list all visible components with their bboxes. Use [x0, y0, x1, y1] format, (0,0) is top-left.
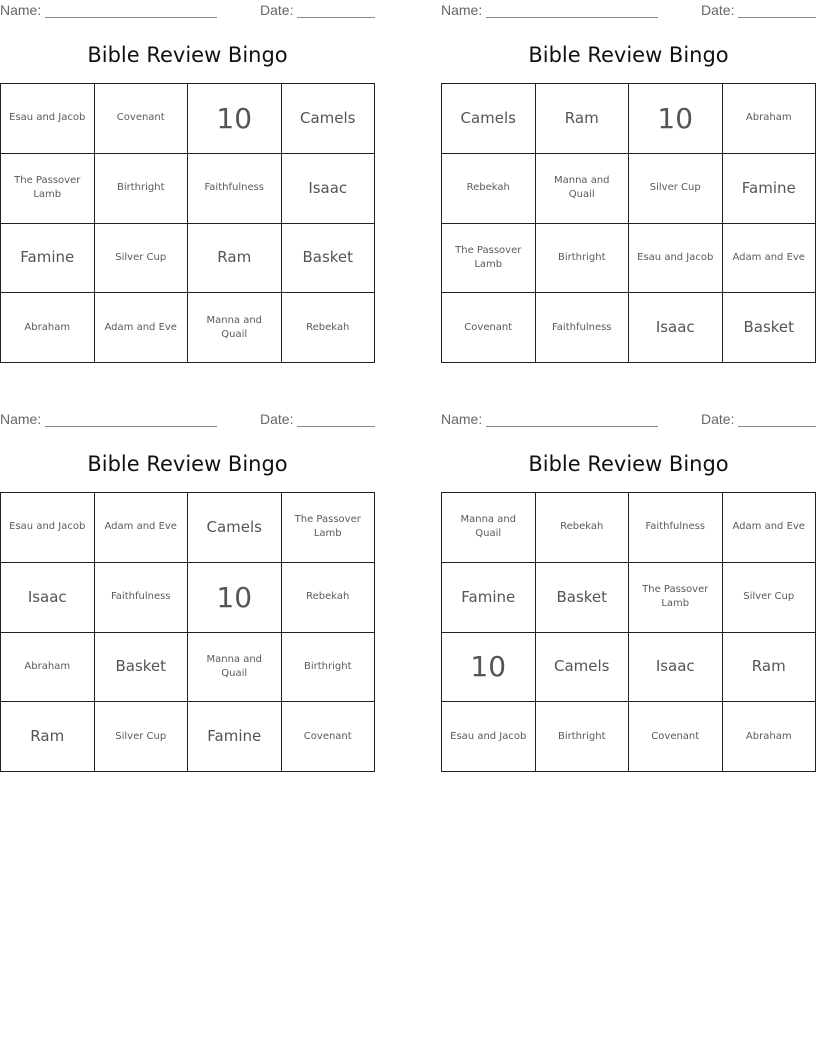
card-title: Bible Review Bingo — [528, 43, 729, 67]
bingo-cell — [723, 633, 816, 703]
bingo-cell-text: Manna and Quail — [206, 653, 263, 679]
date-blank-line[interactable] — [297, 17, 375, 18]
bingo-card — [0, 0, 375, 370]
bingo-cell — [442, 224, 536, 294]
bingo-cell — [442, 493, 536, 563]
bingo-cell — [282, 84, 376, 154]
bingo-cell-text: Basket — [302, 248, 354, 267]
bingo-cell-text: 10 — [470, 650, 507, 684]
bingo-grid — [441, 492, 816, 772]
bingo-cell-text: Birthright — [557, 730, 606, 742]
bingo-cell — [442, 84, 536, 154]
bingo-cell-text: Ram — [217, 248, 252, 267]
bingo-cell — [1, 84, 95, 154]
bingo-cell-text: Esau and Jacob — [450, 730, 527, 742]
bingo-cell — [95, 633, 189, 703]
bingo-cell-text: Birthright — [303, 660, 352, 672]
bingo-cell-text: Covenant — [464, 321, 513, 333]
date-label: Date: — [260, 2, 294, 18]
bingo-cell-text: Esau and Jacob — [9, 112, 86, 124]
bingo-cell — [188, 563, 282, 633]
name-blank-line[interactable] — [486, 426, 658, 427]
bingo-cell-text: Famine — [207, 727, 262, 746]
bingo-cell-text: Abraham — [24, 660, 71, 672]
bingo-cell — [188, 84, 282, 154]
bingo-cell-text: Manna and Quail — [206, 314, 263, 340]
bingo-cell — [95, 154, 189, 224]
bingo-cell-text: Covenant — [116, 112, 165, 124]
bingo-cell — [723, 293, 816, 363]
bingo-cell — [629, 563, 723, 633]
bingo-cell-text: Isaac — [308, 178, 348, 197]
bingo-cell-text: Esau and Jacob — [9, 521, 86, 533]
bingo-cell — [95, 493, 189, 563]
bingo-cell-text: 10 — [216, 101, 253, 135]
name-date-row — [441, 411, 816, 429]
bingo-cell — [282, 493, 376, 563]
bingo-cell — [629, 493, 723, 563]
bingo-cell — [1, 633, 95, 703]
bingo-cell — [188, 702, 282, 772]
name-date-row — [0, 411, 375, 429]
bingo-cell-text: Famine — [741, 178, 796, 197]
bingo-cell-text: Rebekah — [560, 521, 604, 533]
bingo-cell — [723, 702, 816, 772]
bingo-grid — [0, 83, 375, 363]
bingo-cell-text: Abraham — [745, 112, 792, 124]
bingo-cell-text: Faithfulness — [204, 182, 265, 194]
date-label: Date: — [260, 411, 294, 427]
bingo-cell-text: Ram — [30, 727, 65, 746]
date-blank-line[interactable] — [297, 426, 375, 427]
bingo-cell-text: Camels — [206, 517, 262, 536]
bingo-cell — [629, 154, 723, 224]
bingo-cell — [282, 154, 376, 224]
bingo-card — [0, 409, 375, 779]
bingo-cell-text: Birthright — [557, 251, 606, 263]
bingo-cell — [188, 154, 282, 224]
bingo-cell-text: Manna and Quail — [553, 175, 610, 201]
bingo-cell-text: The Passover Lamb — [642, 584, 709, 610]
bingo-cell — [282, 224, 376, 294]
bingo-cell-text: Silver Cup — [649, 182, 701, 194]
bingo-cell-text: Isaac — [655, 657, 695, 676]
name-blank-line[interactable] — [45, 17, 217, 18]
bingo-cell — [723, 224, 816, 294]
bingo-cell — [723, 154, 816, 224]
bingo-cell-text: Ram — [751, 657, 786, 676]
bingo-cell-text: Isaac — [27, 587, 67, 606]
bingo-cell-text: Adam and Eve — [732, 521, 805, 533]
bingo-cell — [723, 493, 816, 563]
bingo-cell — [536, 563, 630, 633]
bingo-cell — [723, 84, 816, 154]
bingo-cell — [442, 702, 536, 772]
bingo-cell — [95, 702, 189, 772]
bingo-cell — [536, 493, 630, 563]
bingo-cell-text: Isaac — [655, 318, 695, 337]
bingo-cell-text: Camels — [554, 657, 610, 676]
bingo-cell-text: Famine — [461, 587, 516, 606]
bingo-cell-text: Esau and Jacob — [637, 251, 714, 263]
bingo-cell — [536, 293, 630, 363]
bingo-cell — [536, 224, 630, 294]
bingo-cell — [629, 224, 723, 294]
bingo-cell-text: Ram — [564, 108, 599, 127]
card-title: Bible Review Bingo — [87, 43, 288, 67]
date-blank-line[interactable] — [738, 426, 816, 427]
bingo-card — [441, 409, 816, 779]
bingo-cell — [95, 84, 189, 154]
bingo-cell — [1, 493, 95, 563]
bingo-cell-text: The Passover Lamb — [294, 514, 361, 540]
bingo-cell — [723, 563, 816, 633]
bingo-cell — [629, 293, 723, 363]
bingo-cell — [282, 563, 376, 633]
bingo-cell-text: Abraham — [745, 730, 792, 742]
bingo-cell-text: Basket — [115, 657, 167, 676]
card-title: Bible Review Bingo — [528, 452, 729, 476]
bingo-cell-text: Covenant — [303, 730, 352, 742]
bingo-cell-text: Rebekah — [306, 591, 350, 603]
bingo-cell — [442, 563, 536, 633]
bingo-cell-text: Camels — [300, 108, 356, 127]
bingo-cell-text: 10 — [657, 101, 694, 135]
date-label: Date: — [701, 2, 735, 18]
bingo-cell — [282, 702, 376, 772]
bingo-cell — [442, 633, 536, 703]
bingo-cell-text: The Passover Lamb — [455, 244, 522, 270]
bingo-cell — [629, 84, 723, 154]
bingo-cell — [282, 293, 376, 363]
bingo-cell — [1, 154, 95, 224]
bingo-cell-text: Basket — [556, 587, 608, 606]
bingo-grid — [441, 83, 816, 363]
bingo-grid — [0, 492, 375, 772]
name-label: Name: — [441, 2, 483, 18]
bingo-cell-text: Abraham — [24, 321, 71, 333]
bingo-cell — [536, 702, 630, 772]
bingo-cell-text: Silver Cup — [743, 591, 795, 603]
bingo-cell — [188, 633, 282, 703]
bingo-cell-text: Faithfulness — [645, 521, 706, 533]
bingo-cell — [188, 293, 282, 363]
bingo-cell-text: Adam and Eve — [104, 321, 177, 333]
bingo-cell-text: Famine — [20, 248, 75, 267]
bingo-cell — [1, 224, 95, 294]
bingo-cell — [95, 224, 189, 294]
bingo-cell-text: Faithfulness — [551, 321, 612, 333]
bingo-cell-text: Silver Cup — [115, 730, 167, 742]
name-blank-line[interactable] — [45, 426, 217, 427]
bingo-cell-text: Covenant — [651, 730, 700, 742]
bingo-cell-text: Birthright — [116, 182, 165, 194]
bingo-cell — [536, 154, 630, 224]
bingo-cell-text: Manna and Quail — [460, 514, 517, 540]
bingo-cell — [188, 224, 282, 294]
name-date-row — [441, 2, 816, 20]
name-label: Name: — [0, 411, 42, 427]
name-blank-line[interactable] — [486, 17, 658, 18]
bingo-cell — [95, 563, 189, 633]
card-title: Bible Review Bingo — [87, 452, 288, 476]
bingo-cell — [1, 563, 95, 633]
name-label: Name: — [441, 411, 483, 427]
bingo-cell-text: Camels — [460, 108, 516, 127]
bingo-cell — [629, 702, 723, 772]
bingo-cell-text: Rebekah — [306, 321, 350, 333]
bingo-cell — [536, 84, 630, 154]
date-blank-line[interactable] — [738, 17, 816, 18]
bingo-cell — [95, 293, 189, 363]
bingo-cell-text: Adam and Eve — [732, 251, 805, 263]
bingo-cell — [629, 633, 723, 703]
bingo-card — [441, 0, 816, 370]
bingo-cell — [1, 293, 95, 363]
name-label: Name: — [0, 2, 42, 18]
bingo-cell — [442, 154, 536, 224]
date-label: Date: — [701, 411, 735, 427]
bingo-cell — [536, 633, 630, 703]
bingo-cell-text: The Passover Lamb — [14, 175, 81, 201]
bingo-cell — [188, 493, 282, 563]
bingo-cell-text: Faithfulness — [110, 591, 171, 603]
bingo-cell-text: Basket — [743, 318, 795, 337]
bingo-cell-text: Silver Cup — [115, 251, 167, 263]
bingo-cell-text: Rebekah — [466, 182, 510, 194]
name-date-row — [0, 2, 375, 20]
bingo-cell — [442, 293, 536, 363]
bingo-cell — [1, 702, 95, 772]
bingo-cell — [282, 633, 376, 703]
bingo-cell-text: 10 — [216, 580, 253, 614]
bingo-cell-text: Adam and Eve — [104, 521, 177, 533]
